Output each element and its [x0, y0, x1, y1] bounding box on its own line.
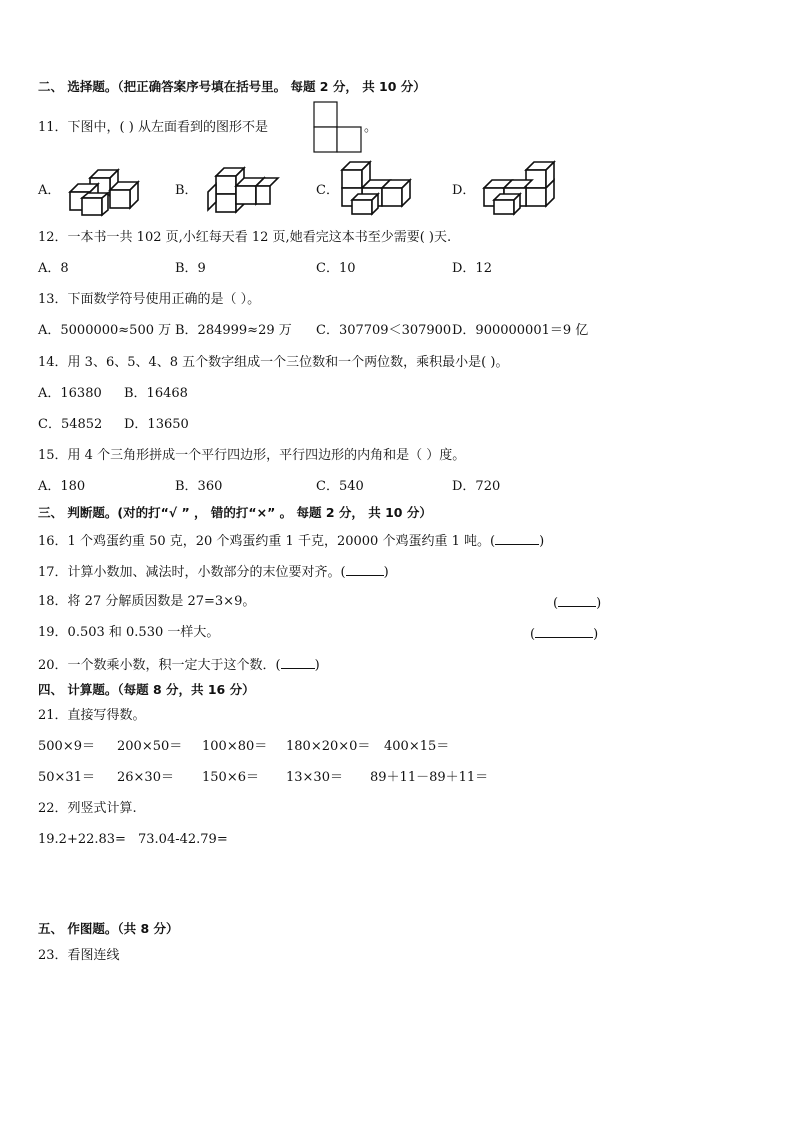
q15-option-c: C．540 [316, 479, 364, 494]
cube-stack-a-figure [68, 162, 140, 218]
q19-answer-blank[interactable] [535, 625, 593, 638]
left-view-grid-figure [313, 101, 363, 154]
section-5-title: 五、 作图题。（共 8 分） [38, 921, 179, 936]
cube-stack-c-figure [338, 160, 414, 216]
q21-problem: 400×15＝ [384, 739, 450, 754]
q16-stem [38, 532, 544, 550]
q18-answer-blank[interactable] [558, 594, 596, 607]
q18-answer [553, 594, 601, 612]
q12-option-c: C．10 [316, 261, 356, 276]
q11-option-b: B． [175, 183, 198, 198]
q20-close-paren: ) [314, 658, 320, 673]
q15-option-a: A．180 [38, 479, 86, 494]
q11-stem [38, 120, 268, 136]
q23-stem: 23．看图连线 [38, 948, 120, 963]
q11-option-d: D． [452, 183, 476, 198]
q11-stem-end: 。 [364, 120, 378, 135]
q16-text: 16．1 个鸡蛋约重 50 克，20 个鸡蛋约重 1 千克，20000 个鸡蛋约重 1 吨。( [38, 534, 496, 549]
q15-stem: 15．用 4 个三角形拼成一个平行四边形，平行四边形的内角和是（ ）度。 [38, 448, 466, 463]
q21-problem: 200×50＝ [117, 739, 183, 754]
section-4-title: 四、 计算题。（每题 8 分，共 16 分） [38, 682, 255, 697]
q17-answer-blank[interactable] [346, 563, 384, 576]
q15-option-d: D．720 [452, 479, 501, 494]
q14-stem: 14．用 3、6、5、4、8 五个数字组成一个三位数和一个两位数，乘积最小是( )。 [38, 355, 509, 370]
q17-close-paren: ) [383, 565, 389, 580]
q13-option-a: A．5000000≈500 万 [38, 323, 172, 338]
q14-option-c: C．54852 [38, 417, 103, 432]
section-3-title: 三、 判断题。(对的打“√ ” ， 错的打“×” 。 每题 2 分， 共 10 分） [38, 505, 432, 520]
q12-option-a: A．8 [38, 261, 69, 276]
q16-answer-blank[interactable] [495, 532, 539, 545]
q11-stem-text: 11．下图中，( ) 从左面看到的图形不是 [38, 120, 268, 135]
section-2-title: 二、 选择题。（把正确答案序号填在括号里。 每题 2 分， 共 10 分） [38, 79, 426, 94]
q22-problem: 73.04-42.79= [138, 832, 228, 847]
q18-close-paren: ) [596, 596, 602, 611]
q14-option-b: B．16468 [124, 386, 188, 401]
q11-option-c: C． [316, 183, 339, 198]
q13-option-b: B．284999≈29 万 [175, 323, 292, 338]
q21-problem: 500×9＝ [38, 739, 95, 754]
q19-open-paren: ( [530, 627, 536, 642]
q15-option-b: B．360 [175, 479, 223, 494]
q18-open-paren: ( [553, 596, 559, 611]
q22-stem: 22．列竖式计算. [38, 801, 137, 816]
q18-stem: 18．将 27 分解质因数是 27=3×9。 [38, 594, 256, 609]
q21-problem: 150×6＝ [202, 770, 259, 785]
q12-option-d: D．12 [452, 261, 492, 276]
q20-answer-blank[interactable] [281, 656, 315, 669]
q13-option-d: D．900000001＝9 亿 [452, 323, 589, 338]
q21-problem: 26×30＝ [117, 770, 174, 785]
q21-problem: 13×30＝ [286, 770, 343, 785]
q21-problem: 100×80＝ [202, 739, 268, 754]
q13-stem: 13．下面数学符号使用正确的是（ ）。 [38, 292, 261, 307]
q21-problem: 50×31＝ [38, 770, 95, 785]
q20-stem [38, 656, 320, 674]
q19-close-paren: ) [593, 627, 599, 642]
q22-problem: 19.2+22.83= [38, 832, 126, 847]
q11-option-a: A． [38, 183, 61, 198]
q17-stem [38, 563, 389, 581]
q21-problem: 89＋11－89＋11＝ [370, 770, 489, 785]
q17-text: 17．计算小数加、减法时，小数部分的末位要对齐。( [38, 565, 346, 580]
q12-option-b: B．9 [175, 261, 206, 276]
q14-option-d: D．13650 [124, 417, 189, 432]
q20-text: 20．一个数乘小数，积一定大于这个数．( [38, 658, 281, 673]
cube-stack-b-figure [204, 164, 280, 216]
cube-stack-d-figure [480, 160, 558, 216]
q14-option-a: A．16380 [38, 386, 102, 401]
q19-stem: 19．0.503 和 0.530 一样大。 [38, 625, 220, 640]
q21-problem: 180×20×0＝ [286, 739, 371, 754]
q12-stem: 12．一本书一共 102 页,小红每天看 12 页,她看完这本书至少需要( )天. [38, 230, 452, 245]
q19-answer [530, 625, 598, 643]
q21-stem: 21．直接写得数。 [38, 708, 146, 723]
q13-option-c: C．307709＜307900 [316, 323, 452, 338]
q16-close-paren: ) [539, 534, 545, 549]
